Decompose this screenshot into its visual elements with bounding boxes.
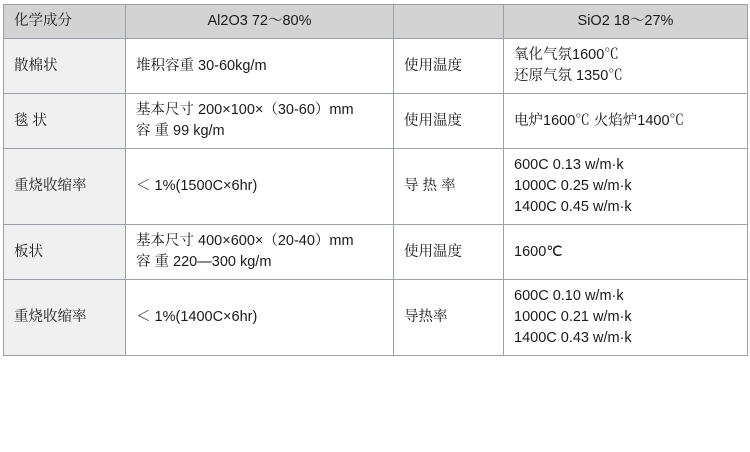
value-line: 1400C 0.43 w/m·k xyxy=(514,330,632,347)
row-label-loose-wool: 散棉状 xyxy=(4,39,126,94)
value-line: 1400C 0.45 w/m·k xyxy=(514,199,632,216)
value-line: 氧化气氛1600℃ xyxy=(514,47,619,64)
row-label2-use-temperature: 使用温度 xyxy=(394,39,504,94)
value-line: 1000C 0.25 w/m·k xyxy=(514,178,632,195)
row-label2-thermal-conductivity: 导 热 率 xyxy=(394,149,504,225)
row-value2-use-temperature xyxy=(504,94,748,149)
row-value-board xyxy=(126,225,394,280)
value-line: 堆积容重 30-60kg/m xyxy=(136,57,267,74)
value-line: 容 重 99 kg/m xyxy=(136,123,225,140)
row-label-shrinkage-1500: 重烧收缩率 xyxy=(4,149,126,225)
row-value2-use-temperature xyxy=(504,39,748,94)
row-label2-use-temperature: 使用温度 xyxy=(394,94,504,149)
row-value-blanket xyxy=(126,94,394,149)
value-line: 容 重 220—300 kg/m xyxy=(136,254,272,271)
row-label-board: 板状 xyxy=(4,225,126,280)
header-spacer xyxy=(394,5,504,39)
row-label2-use-temperature: 使用温度 xyxy=(394,225,504,280)
value-line: 600C 0.13 w/m·k xyxy=(514,157,624,174)
table-row xyxy=(4,225,748,280)
table-row xyxy=(4,39,748,94)
row-value2-use-temperature xyxy=(504,225,748,280)
value-line: 基本尺寸 200×100×（30-60）mm xyxy=(136,102,354,119)
table-row xyxy=(4,280,748,356)
value-line: 1000C 0.21 w/m·k xyxy=(514,309,632,326)
row-value2-thermal-conductivity xyxy=(504,149,748,225)
row-value2-thermal-conductivity xyxy=(504,280,748,356)
row-value-loose-wool xyxy=(126,39,394,94)
value-line: ＜ 1%(1500C×6hr) xyxy=(136,178,258,195)
table-row xyxy=(4,94,748,149)
value-line: 还原气氛 1350℃ xyxy=(514,68,623,85)
header-sio2: SiO2 18～27% xyxy=(504,5,748,39)
row-value-shrinkage-1400 xyxy=(126,280,394,356)
value-line: 电炉1600℃ 火焰炉1400℃ xyxy=(514,112,685,129)
table-row-header xyxy=(4,5,748,39)
row-label-shrinkage-1400: 重烧收缩率 xyxy=(4,280,126,356)
table-row xyxy=(4,149,748,225)
value-line: 基本尺寸 400×600×（20-40）mm xyxy=(136,233,354,250)
specification-table xyxy=(3,4,748,356)
row-label-blanket: 毯 状 xyxy=(4,94,126,149)
value-line: ＜ 1%(1400C×6hr) xyxy=(136,309,258,326)
value-line: 600C 0.10 w/m·k xyxy=(514,288,624,305)
header-al2o3: Al2O3 72～80% xyxy=(126,5,394,39)
header-label-chemical-composition: 化学成分 xyxy=(4,5,126,39)
value-line: 1600℃ xyxy=(514,243,563,260)
row-value-shrinkage-1500 xyxy=(126,149,394,225)
row-label2-thermal-conductivity: 导热率 xyxy=(394,280,504,356)
